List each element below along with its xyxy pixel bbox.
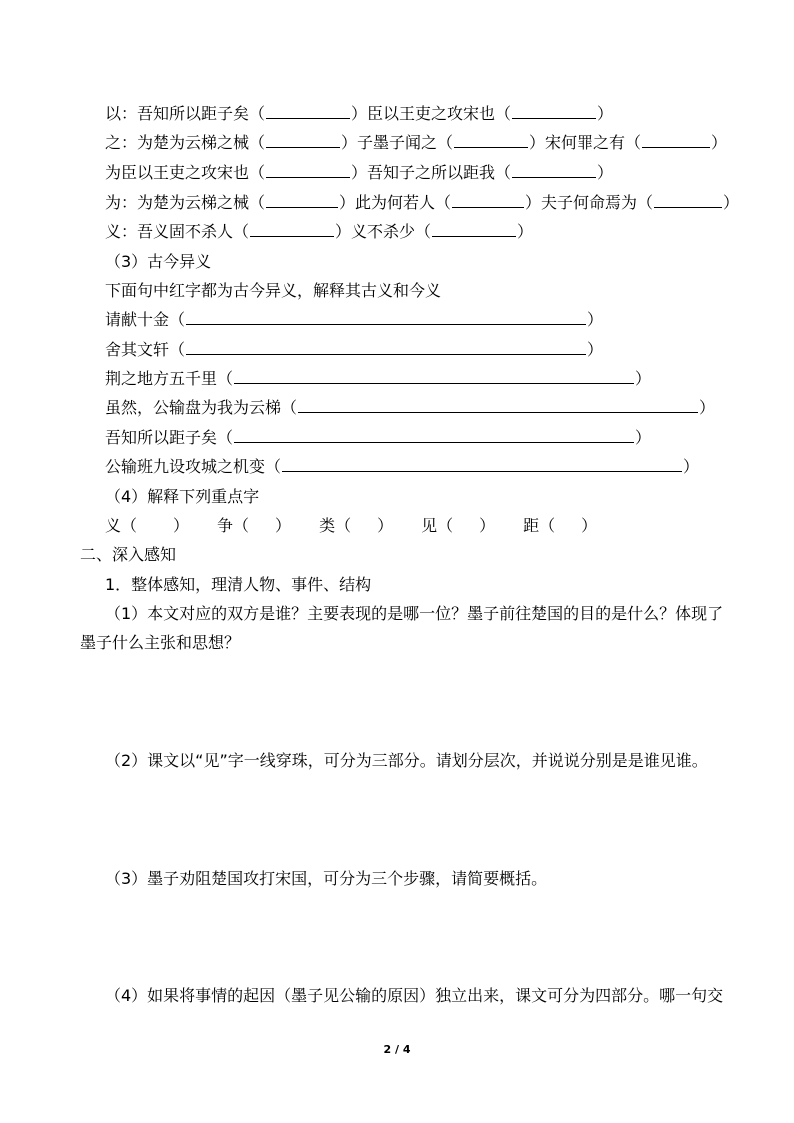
- text-line: [105, 457, 699, 477]
- answer-blank[interactable]: [266, 104, 350, 119]
- text-segment: ）: [683, 457, 700, 476]
- instruction-text: 下面句中红字都为古今异义，解释其古义和今义: [105, 281, 442, 300]
- text-segment: ）: [699, 398, 716, 417]
- text-line: [105, 310, 603, 330]
- text-segment: ）: [587, 310, 604, 329]
- section-heading: （4）解释下列重点字: [105, 487, 260, 506]
- question-text: （1）本文对应的双方是谁？主要表现的是哪一位？墨子前往楚国的目的是什么？体现了: [105, 604, 724, 623]
- text-line-zhi: [105, 133, 727, 153]
- text-segment: 以：吾知所以距子矣（: [105, 104, 266, 123]
- question-text: （3）墨子劝阻楚国攻打宋国，可分为三个步骤，请简要概括。: [105, 869, 548, 888]
- text-segment: ）: [635, 369, 652, 388]
- subsection-heading: 1．整体感知，理清人物、事件、结构: [105, 575, 372, 594]
- answer-blank[interactable]: [234, 428, 634, 443]
- answer-blank[interactable]: [642, 133, 710, 148]
- text-segment: ）: [635, 428, 652, 447]
- text-segment: ）臣以王吏之攻宋也（: [351, 104, 512, 123]
- answer-blank[interactable]: [432, 222, 516, 237]
- text-segment: ）: [377, 516, 394, 535]
- text-line: [105, 340, 603, 360]
- section-heading: 二、深入感知: [80, 545, 177, 564]
- text-segment: ）: [275, 516, 292, 535]
- text-segment: 虽然，公输盘为我为云梯（: [105, 398, 298, 417]
- text-segment: 距（: [523, 516, 556, 535]
- text-segment: ）: [597, 104, 614, 123]
- text-segment: 舍其文轩（: [105, 340, 186, 359]
- answer-blank[interactable]: [452, 193, 524, 208]
- text-segment: ）: [581, 516, 598, 535]
- text-segment: 类（: [319, 516, 352, 535]
- text-segment: 之：为楚为云梯之械（: [105, 133, 266, 152]
- text-segment: ）吾知子之所以距我（: [351, 163, 512, 182]
- text-segment: ）宋何罪之有（: [529, 133, 642, 152]
- section-heading: （3）古今异义: [105, 252, 212, 271]
- answer-blank[interactable]: [266, 163, 350, 178]
- text-segment: 请献十金（: [105, 310, 186, 329]
- question-text: （2）课文以“见”字一线穿珠，可分为三部分。请划分层次，并说说分别是是谁见谁。: [105, 751, 708, 770]
- text-line: [105, 428, 651, 448]
- answer-blank[interactable]: [250, 222, 334, 237]
- text-line-wei-chen: [105, 163, 613, 183]
- answer-blank[interactable]: [512, 163, 596, 178]
- text-segment: 荆之地方五千里（: [105, 369, 234, 388]
- text-segment: ）此为何若人（: [339, 193, 452, 212]
- text-segment: ）子墨子闻之（: [341, 133, 454, 152]
- text-line: [105, 398, 715, 418]
- answer-blank[interactable]: [512, 104, 596, 119]
- text-segment: ）: [173, 516, 190, 535]
- text-segment: ）义不杀少（: [335, 222, 432, 241]
- text-segment: 争（: [217, 516, 250, 535]
- text-segment: ）: [587, 340, 604, 359]
- text-segment: ）: [723, 193, 740, 212]
- text-segment: 义：吾义固不杀人（: [105, 222, 250, 241]
- text-segment: 公输班九设攻城之机变（: [105, 457, 282, 476]
- answer-blank[interactable]: [266, 133, 340, 148]
- key-words-line: [105, 516, 597, 536]
- text-segment: ）: [517, 222, 534, 241]
- text-segment: 见（: [421, 516, 454, 535]
- text-line: [105, 369, 651, 389]
- text-line-yi: [105, 104, 613, 124]
- question-text: 墨子什么主张和思想？: [80, 633, 241, 652]
- text-segment: ）: [597, 163, 614, 182]
- text-segment: ）夫子何命焉为（: [525, 193, 654, 212]
- text-segment: ）: [711, 133, 728, 152]
- page-number: 2 / 4: [383, 1043, 411, 1056]
- text-segment: ）: [479, 516, 496, 535]
- text-segment: 为臣以王吏之攻宋也（: [105, 163, 266, 182]
- answer-blank[interactable]: [266, 193, 338, 208]
- answer-blank[interactable]: [186, 310, 586, 325]
- text-line-wei: [105, 193, 739, 213]
- text-segment: 为：为楚为云梯之械（: [105, 193, 266, 212]
- answer-blank[interactable]: [186, 340, 586, 355]
- answer-blank[interactable]: [454, 133, 528, 148]
- text-segment: 义（: [105, 516, 138, 535]
- answer-blank[interactable]: [282, 457, 682, 472]
- question-text: （4）如果将事情的起因（墨子见公输的原因）独立出来，课文可分为四部分。哪一句交: [105, 986, 724, 1005]
- answer-blank[interactable]: [298, 398, 698, 413]
- text-segment: 吾知所以距子矣（: [105, 428, 234, 447]
- text-line-yi-righteous: [105, 222, 533, 242]
- answer-blank[interactable]: [654, 193, 722, 208]
- answer-blank[interactable]: [234, 369, 634, 384]
